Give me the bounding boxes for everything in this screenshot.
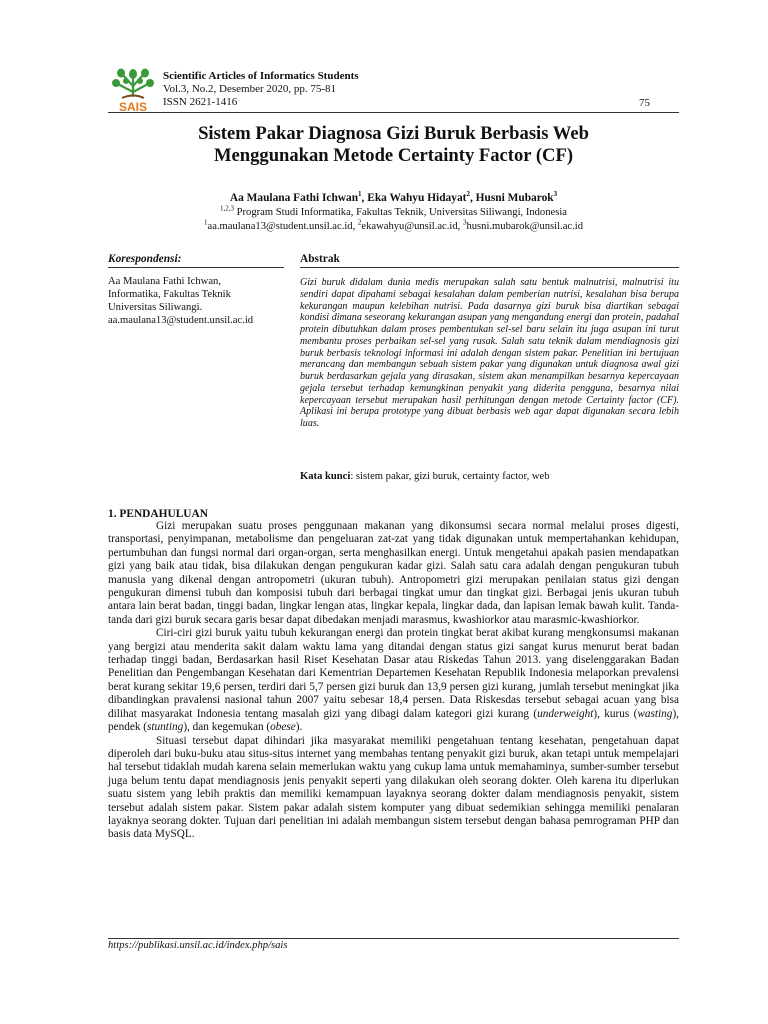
keywords-label: Kata kunci [300, 471, 351, 482]
correspondence-heading: Korespondensi: [108, 253, 182, 265]
affiliation-sup: 1,2,3 [219, 204, 234, 213]
abstract-text: Gizi buruk didalam dunia medis merupakan salah satu bentuk malnutrisi, malnutrisi itu sendiri dapat dipahami sebagai kesalahan dalam pemberian nutrisi, kesalahan bisa berupa kekurangan maupun kelebihan nutrisi. Pada dasarnya gizi buruk bisa diartikan sebagai kondisi dimana seseorang kekurangan asupan yang mengandung energi dan protein, padahal protein dibutuhkan dalam proses pembentukan sel-sel baru selain itu juga asupan ini turut membantu proses perbaikan sel-sel yang rusak. Salah satu teknik dalam mendiagnosis gizi buruk berbasis teknologi informasi ini adalah dengan sistem pakar. Penelitian ini bertujuan merancang dan membangun sebuah sistem pakar yang digunakan untuk diagnosa awal gizi buruk berdasarkan gejala yang dirasakan, sistem akan menampilkan besarnya kepercayaan gejala tersebut terhadap kemungkinan penyakit yang diderita pengguna, besarnya nilai kepercayaan tersebut merupakan hasil perhitungan dengan metode Certainty factor (CF). Aplikasi ini berupa prototype yang dibuat berbasis web agar dapat digunakan secara lebih luas. [300, 277, 679, 429]
term-wasting: wasting [637, 707, 673, 720]
term-underweight: underweight [537, 707, 594, 720]
paragraph-3: Situasi tersebut dapat dihindari jika masyarakat memiliki pengetahuan tentang kesehatan, pengetahuan dapat diperoleh dari buku-buku atau situs-situs internet yang membahas tentang penyakit gizi buruk, akan tetapi untuk mempelajari hal tersebut tidaklah mudah karena selain memerlukan waktu yang cukup lama untuk memahaminya, sumber-sumber tersebut juga belum tentu dapat mendiagnosis jenis penyakit seperti yang dilakukan oleh seorang dokter. Oleh karena itu diperlukan suatu sistem yang lebih praktis dan memiliki kemampuan layaknya seorang dokter dalam mendiagnosis penyakit, sistem tersebut adalah sistem pakar. Sistem pakar adalah sistem komputer yang dibuat sedemikian sehingga memiliki penalaran layaknya seorang dokter. Tujuan dari penelitian ini adalah membangun sistem tersebut dengan bahasa pemrograman PHP dan basis data MySQL. [108, 734, 679, 841]
sais-logo-graphic [108, 66, 158, 116]
paragraph-text: ), kurus ( [593, 707, 638, 720]
journal-logo [108, 66, 158, 116]
paragraph-text: ), pendek ( [108, 707, 679, 734]
author-list [108, 192, 679, 204]
affiliation-text: Program Studi Informatika, Fakultas Teknik, Universitas Siliwangi, Indonesia [233, 207, 567, 218]
author-sep: , [469, 192, 476, 204]
correspondence-line: Aa Maulana Fathi Ichwan, [108, 276, 221, 287]
journal-issn: ISSN 2621-1416 [163, 96, 238, 108]
footer-url[interactable]: https://publikasi.unsil.ac.id/index.php/sais [108, 940, 288, 951]
author-1-sup: 1 [358, 190, 362, 199]
affiliation [108, 204, 679, 218]
author-2-sup: 2 [466, 190, 470, 199]
keywords [300, 471, 679, 482]
email-sup: 3 [462, 218, 467, 227]
paragraph-text: Ciri-ciri gizi buruk yaitu tubuh kekurangan energi dan protein tingkat berat akibat kurang mengkonsumsi makanan yang bergizi atau menderita sakit dalam waktu lama yang ditandai dengan status gizi sangat kurus menurut berat badan terhadap tinggi badan, Berdasarkan hasil Riset Kesehatan Dasar atau Riskedas Tahun 2013. yang diselenggarakan Badan Penelitian dan Pengembangan Kesehatan dari Kementrian Departemen Kesehatan Republik Indonesia melaporkan prevalensi berat kurang sekitar 19,6 persen, terdiri dari 5,7 persen gizi buruk dan 13,9 persen gizi kurang, jumlah tersebut meningkat jika dibandingkan pravalensi nasional tahun 2007 yaitu sebesar 18,4 persen. Data Riskesdas tersebut sebagai acuan yang bisa dilihat masyarakat Indonesia tentang masalah gizi yang dibagi dalam kategori gizi kurang ( [108, 627, 679, 720]
paper-title [108, 123, 679, 167]
abstract-heading: Abstrak [300, 253, 340, 265]
title-line-1: Sistem Pakar Diagnosa Gizi Buruk Berbasis Web [198, 123, 589, 144]
journal-name: Scientific Articles of Informatics Students [163, 70, 359, 82]
keywords-list: : sistem pakar, gizi buruk, certainty factor, web [350, 471, 550, 482]
author-3-sup: 3 [553, 190, 558, 199]
footer-divider [108, 938, 679, 939]
title-line-2: Menggunakan Metode Certainty Factor (CF) [213, 145, 574, 166]
email-sup: 1 [204, 218, 208, 227]
author-1: Aa Maulana Fathi Ichwan [229, 192, 359, 204]
author-2: Eka Wahyu Hidayat [367, 192, 467, 204]
correspondence-line: Universitas Siliwangi. [108, 302, 203, 313]
header-divider [108, 112, 679, 113]
correspondence-divider [108, 267, 284, 268]
abstract-divider [300, 267, 679, 268]
paragraph-2 [108, 627, 679, 734]
correspondence-email: aa.maulana13@student.unsil.ac.id [108, 315, 254, 326]
email-1: aa.maulana13@student.unsil.ac.id, [207, 221, 358, 232]
page-number: 75 [639, 97, 650, 109]
journal-volume: Vol.3, No.2, Desember 2020, pp. 75-81 [163, 83, 337, 95]
paragraph-text: ), dan kegemukan ( [183, 721, 271, 734]
author-emails [108, 218, 679, 232]
correspondence-line: Informatika, Fakultas Teknik [108, 289, 231, 300]
section-heading: 1. PENDAHULUAN [108, 508, 208, 520]
author-3: Husni Mubarok [475, 192, 554, 204]
section-body [108, 520, 679, 842]
logo-text: SAIS [118, 100, 148, 114]
email-2: ekawahyu@unsil.ac.id, [361, 221, 463, 232]
correspondence-body [108, 275, 283, 327]
email-sup: 2 [357, 218, 362, 227]
term-obese: obese [270, 721, 296, 734]
paragraph-text: ). [295, 721, 303, 734]
email-3: husni.mubarok@unsil.ac.id [466, 221, 583, 232]
journal-header [163, 70, 359, 109]
author-sep: , [361, 192, 368, 204]
paragraph-1: Gizi merupakan suatu proses penggunaan makanan yang dikonsumsi secara normal melalui proses digesti, transportasi, penyimpanan, metabolisme dan pengeluaran zat-zat yang tidak digunakan untuk mempertahankan kehidupan, pertumbuhan dan fungsi normal dari organ-organ, serta menghasilkan energi. Untuk mengetahui apakah pasien mendapatkan gizi yang baik atau tidak, bisa dilakukan dengan pengukuran kadar gizi. Salah satu cara adalah dengan pengukuran tubuh manusia yang dikenal dengan antropometri (ukuran tubuh). Antropometri gizi merupakan penilaian status gizi dengan pengukuran dimensi tubuh dan komposisi tubuh dari berbagai tingkat umur dan tingkat gizi. Berbagai jenis ukuran tubuh antara lain berat badan, tinggi badan, lingkar lengan atas, lingkar kepala, lingkar dada, dan lapisan lemak bawah kulit. Tanda-tanda dari gizi buruk secara garis besar dapat dibedakan menjadi marasmus, kwashiorkor atau marasmic-kwashiorkor. [108, 520, 679, 626]
term-stunting: stunting [147, 721, 184, 734]
